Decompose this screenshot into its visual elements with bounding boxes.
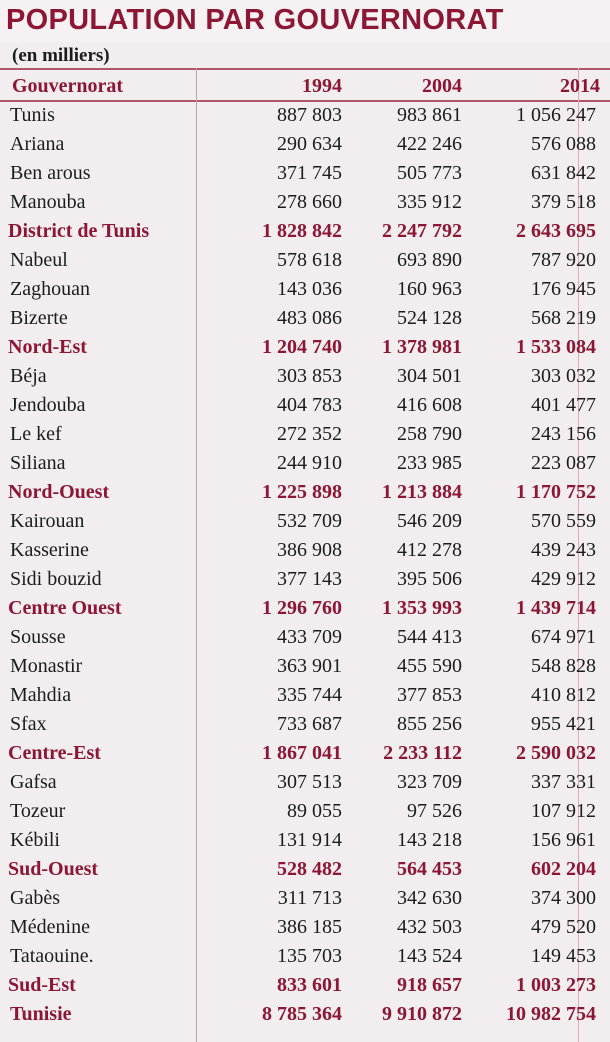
value-2004: 524 128	[397, 307, 462, 329]
governorate-name: Sousse	[10, 626, 66, 648]
governorate-name: Nabeul	[10, 249, 68, 271]
value-2014: 602 204	[531, 858, 596, 880]
value-2004: 97 526	[407, 800, 462, 822]
value-1994: 131 914	[277, 829, 342, 851]
table-row	[0, 913, 610, 942]
value-1994: 377 143	[277, 568, 342, 590]
value-1994: 89 055	[287, 800, 342, 822]
value-2014: 479 520	[531, 916, 596, 938]
value-2014: 548 828	[531, 655, 596, 677]
unit-subtitle: (en milliers)	[12, 45, 110, 66]
table-row	[0, 884, 610, 913]
table-body	[0, 101, 610, 1029]
value-2014: 674 971	[531, 626, 596, 648]
governorate-name: Béja	[10, 365, 47, 387]
table-row	[0, 420, 610, 449]
region-subtotal-row	[0, 478, 610, 507]
governorate-name: Le kef	[10, 423, 62, 445]
value-2004: 342 630	[397, 887, 462, 909]
page-title: POPULATION PAR GOUVERNORAT	[0, 0, 610, 42]
value-2014: 379 518	[531, 191, 596, 213]
value-2014: 10 982 754	[506, 1003, 596, 1025]
region-subtotal-row	[0, 855, 610, 884]
value-2004: 323 709	[397, 771, 462, 793]
governorate-name: Sud-Ouest	[8, 858, 99, 880]
value-1994: 311 713	[277, 887, 342, 909]
governorate-name: Tozeur	[10, 800, 66, 822]
value-2004: 983 861	[397, 104, 462, 126]
value-2004: 143 524	[397, 945, 462, 967]
value-2004: 2 247 792	[382, 220, 462, 242]
value-1994: 386 185	[277, 916, 342, 938]
region-subtotal-row	[0, 333, 610, 362]
governorate-name: Médenine	[10, 916, 90, 938]
value-2004: 416 608	[397, 394, 462, 416]
value-2004: 1 353 993	[382, 597, 462, 619]
value-2014: 2 643 695	[516, 220, 596, 242]
value-2004: 855 256	[397, 713, 462, 735]
value-2014: 1 170 752	[516, 481, 596, 503]
value-2004: 918 657	[397, 974, 462, 996]
region-subtotal-row	[0, 971, 610, 1000]
table-row	[0, 304, 610, 333]
value-2004: 546 209	[397, 510, 462, 532]
value-1994: 363 901	[277, 655, 342, 677]
value-2014: 107 912	[531, 800, 596, 822]
value-1994: 278 660	[277, 191, 342, 213]
value-1994: 433 709	[277, 626, 342, 648]
value-1994: 272 352	[277, 423, 342, 445]
governorate-name: Ariana	[10, 133, 65, 155]
value-2014: 570 559	[531, 510, 596, 532]
value-2004: 455 590	[397, 655, 462, 677]
table-row	[0, 652, 610, 681]
value-1994: 1 225 898	[262, 481, 342, 503]
value-1994: 1 828 842	[262, 220, 342, 242]
value-1994: 335 744	[277, 684, 342, 706]
table-row	[0, 536, 610, 565]
value-1994: 386 908	[277, 539, 342, 561]
value-2014: 1 533 084	[516, 336, 596, 358]
governorate-name: Manouba	[10, 191, 86, 213]
value-1994: 733 687	[277, 713, 342, 735]
value-1994: 1 296 760	[262, 597, 342, 619]
value-2004: 693 890	[397, 249, 462, 271]
table-row	[0, 159, 610, 188]
value-2004: 564 453	[397, 858, 462, 880]
governorate-name: Nord-Ouest	[8, 481, 110, 503]
value-2014: 149 453	[531, 945, 596, 967]
value-2014: 156 961	[531, 829, 596, 851]
value-1994: 290 634	[277, 133, 342, 155]
table-row	[0, 101, 610, 130]
governorate-name: Gafsa	[10, 771, 57, 793]
value-1994: 1 867 041	[262, 742, 342, 764]
header-1994: 1994	[302, 75, 342, 97]
total-row	[0, 1000, 610, 1029]
governorate-name: Kasserine	[10, 539, 89, 561]
header-2004: 2004	[422, 75, 462, 97]
value-2004: 1 378 981	[382, 336, 462, 358]
value-1994: 528 482	[277, 858, 342, 880]
value-2014: 429 912	[531, 568, 596, 590]
value-2014: 576 088	[531, 133, 596, 155]
value-2004: 2 233 112	[383, 742, 462, 764]
value-2004: 422 246	[397, 133, 462, 155]
value-1994: 307 513	[277, 771, 342, 793]
value-1994: 1 204 740	[262, 336, 342, 358]
region-subtotal-row	[0, 594, 610, 623]
table-header	[0, 70, 610, 100]
value-2014: 401 477	[531, 394, 596, 416]
governorate-name: Tunisie	[10, 1003, 72, 1025]
value-1994: 833 601	[277, 974, 342, 996]
value-2004: 1 213 884	[382, 481, 462, 503]
table-row	[0, 826, 610, 855]
value-2014: 631 842	[531, 162, 596, 184]
table-row	[0, 246, 610, 275]
value-2014: 410 812	[531, 684, 596, 706]
value-2014: 1 056 247	[516, 104, 596, 126]
value-1994: 371 745	[277, 162, 342, 184]
value-2014: 374 300	[531, 887, 596, 909]
table-row	[0, 391, 610, 420]
table-row	[0, 710, 610, 739]
value-2014: 439 243	[531, 539, 596, 561]
governorate-name: Mahdia	[10, 684, 72, 706]
value-2004: 412 278	[397, 539, 462, 561]
value-2004: 505 773	[397, 162, 462, 184]
table-row	[0, 275, 610, 304]
value-1994: 578 618	[277, 249, 342, 271]
table-row	[0, 942, 610, 971]
region-subtotal-row	[0, 217, 610, 246]
value-2014: 1 439 714	[516, 597, 596, 619]
governorate-name: Ben arous	[10, 162, 91, 184]
value-1994: 887 803	[277, 104, 342, 126]
governorate-name: Kairouan	[10, 510, 85, 532]
table-row	[0, 507, 610, 536]
governorate-name: Sud-Est	[8, 974, 76, 996]
table-row	[0, 623, 610, 652]
governorate-name: Tunis	[10, 104, 55, 126]
value-2014: 303 032	[531, 365, 596, 387]
value-2004: 9 910 872	[382, 1003, 462, 1025]
value-2014: 2 590 032	[516, 742, 596, 764]
value-2014: 1 003 273	[516, 974, 596, 996]
value-2014: 568 219	[531, 307, 596, 329]
value-1994: 303 853	[277, 365, 342, 387]
value-2004: 258 790	[397, 423, 462, 445]
table-row	[0, 188, 610, 217]
value-2014: 223 087	[531, 452, 596, 474]
governorate-name: Jendouba	[10, 394, 86, 416]
value-2004: 304 501	[397, 365, 462, 387]
governorate-name: Centre Ouest	[8, 597, 122, 619]
governorate-name: Sfax	[10, 713, 47, 735]
table-row	[0, 130, 610, 159]
header-2014: 2014	[560, 75, 600, 97]
value-2004: 233 985	[397, 452, 462, 474]
governorate-name: Nord-Est	[8, 336, 87, 358]
value-1994: 244 910	[277, 452, 342, 474]
governorate-name: Siliana	[10, 452, 66, 474]
header-gouvernorat: Gouvernorat	[12, 75, 124, 97]
value-2004: 395 506	[397, 568, 462, 590]
value-1994: 143 036	[277, 278, 342, 300]
value-2014: 337 331	[531, 771, 596, 793]
table-row	[0, 449, 610, 478]
table-row	[0, 565, 610, 594]
value-2004: 544 413	[397, 626, 462, 648]
governorate-name: District de Tunis	[8, 220, 150, 242]
value-1994: 483 086	[277, 307, 342, 329]
value-2004: 335 912	[397, 191, 462, 213]
table-row	[0, 797, 610, 826]
governorate-name: Sidi bouzid	[10, 568, 102, 590]
region-subtotal-row	[0, 739, 610, 768]
value-2014: 955 421	[531, 713, 596, 735]
governorate-name: Centre-Est	[8, 742, 101, 764]
governorate-name: Monastir	[10, 655, 83, 677]
table-row	[0, 681, 610, 710]
value-2014: 787 920	[531, 249, 596, 271]
governorate-name: Bizerte	[10, 307, 68, 329]
value-2004: 143 218	[397, 829, 462, 851]
governorate-name: Tataouine.	[10, 945, 94, 967]
table-row	[0, 362, 610, 391]
value-2014: 243 156	[531, 423, 596, 445]
table-row	[0, 768, 610, 797]
value-2014: 176 945	[531, 278, 596, 300]
governorate-name: Kébili	[10, 829, 60, 851]
value-1994: 8 785 364	[262, 1003, 342, 1025]
value-1994: 404 783	[277, 394, 342, 416]
governorate-name: Gabès	[10, 887, 60, 909]
governorate-name: Zaghouan	[10, 278, 90, 300]
value-2004: 160 963	[397, 278, 462, 300]
value-1994: 532 709	[277, 510, 342, 532]
value-2004: 377 853	[397, 684, 462, 706]
value-2004: 432 503	[397, 916, 462, 938]
value-1994: 135 703	[277, 945, 342, 967]
